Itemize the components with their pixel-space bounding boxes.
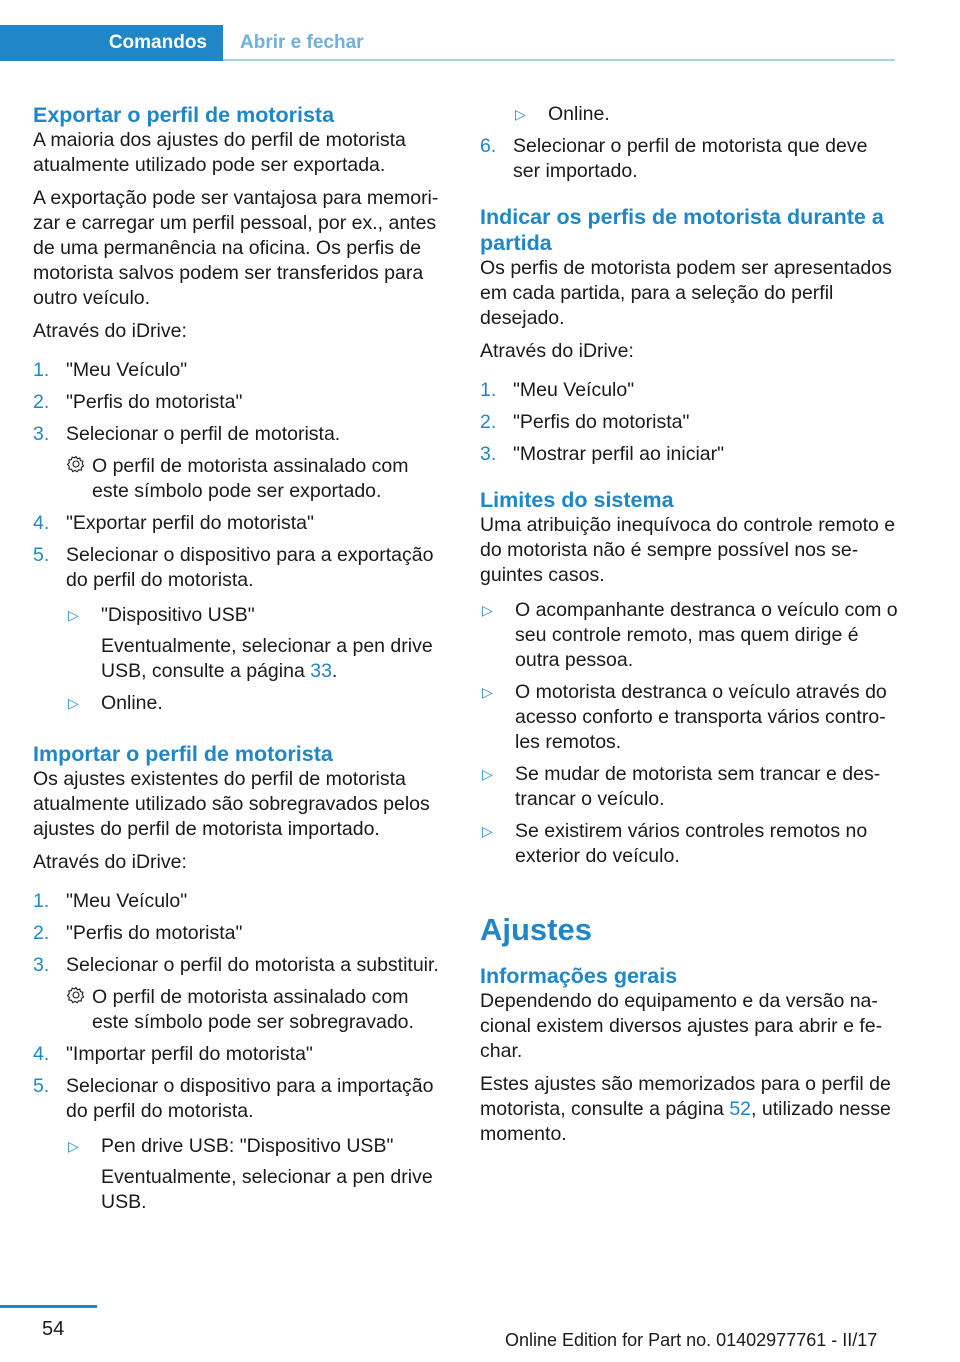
list-item: ▷ Online. — [515, 103, 610, 125]
triangle-bullet-icon: ▷ — [482, 823, 493, 839]
export-heading: Exportar o perfil de motorista — [33, 103, 335, 127]
import-device-options — [66, 1134, 448, 1215]
tab-abrir-e-fechar[interactable]: Abrir e fechar — [240, 32, 364, 53]
export-device-options — [66, 603, 448, 716]
tab-comandos[interactable]: Comandos — [0, 25, 223, 61]
export-note: O perfil de motorista assinalado com este símbolo pode ser exportado. — [66, 454, 448, 504]
limits-cases — [480, 598, 898, 869]
list-item: 3. Selecionar o perfil de motorista. O perfil de motorista assinalado com este símbolo pode ser exportado. — [33, 422, 448, 504]
triangle-bullet-icon: ▷ — [68, 1138, 79, 1154]
list-item: 2. "Perfis do motorista" — [33, 391, 243, 413]
triangle-bullet-icon: ▷ — [482, 766, 493, 782]
indicate-heading: Indicar os perfis de motorista durante a partida — [480, 205, 884, 255]
list-item: 3. "Mostrar perfil ao iniciar" — [480, 443, 725, 465]
indicate-steps — [480, 378, 898, 467]
header-divider — [223, 59, 895, 61]
page-link-33[interactable]: 33 — [310, 660, 332, 682]
list-item: 5. Selecionar o dispositivo para a importação do perfil do motorista. ▷ Pen drive USB: "Dispositivo USB" Eventualmente, selecionar a pen drive USB. — [33, 1074, 448, 1222]
list-item: 4. "Exportar perfil do motorista" — [33, 512, 314, 534]
import-steps-cont — [480, 134, 898, 184]
list-item: 3. Selecionar o perfil do motorista a substituir. O perfil de motorista assinalado com este símbolo pode ser sobregravado. — [33, 953, 448, 1035]
right-column — [480, 102, 898, 1155]
triangle-bullet-icon: ▷ — [68, 695, 79, 711]
list-item: 2. "Perfis do motorista" — [480, 411, 690, 433]
export-via: Através do iDrive: — [33, 320, 187, 342]
triangle-bullet-icon: ▷ — [482, 684, 493, 700]
list-item: ▷ Online. — [68, 692, 163, 714]
page-link-52[interactable]: 52 — [729, 1098, 752, 1120]
footer-divider — [0, 1305, 97, 1308]
limits-heading: Limites do sistema — [480, 488, 674, 512]
list-item: ▷ O acompanhante destranca o veículo com o seu controle remoto, mas quem dirige é outra pessoa. — [482, 599, 898, 671]
triangle-bullet-icon: ▷ — [68, 607, 79, 623]
list-item: ▷ Se existirem vários controles remotos no exterior do veículo. — [482, 820, 868, 867]
list-item: 5. Selecionar o dispositivo para a exportação do perfil do motorista. ▷ "Dispositivo USB" Eventualmente, selecionar a pen drive USB, consulte a página 33. ▷ Online. — [33, 543, 448, 723]
indicate-via: Através do iDrive: — [480, 340, 634, 362]
indicate-paragraph-1: Os perfis de motorista podem ser apresentados em cada partida, para a seleção do perfil desejado. — [480, 257, 892, 329]
limits-paragraph-1: Uma atribuição inequívoca do controle remoto e do motorista não é sempre possível nos seguintes casos. — [480, 514, 896, 586]
triangle-bullet-icon: ▷ — [482, 602, 493, 618]
import-steps — [33, 889, 448, 1222]
list-item: 4. "Importar perfil do motorista" — [33, 1043, 313, 1065]
general-info-heading: Informações gerais — [480, 964, 678, 988]
import-note: O perfil de motorista assinalado com este símbolo pode ser sobregravado. — [66, 985, 448, 1035]
list-item: ▷ Pen drive USB: "Dispositivo USB" Eventualmente, selecionar a pen drive USB. — [68, 1135, 433, 1213]
left-column — [33, 102, 448, 1229]
list-item: 2. "Perfis do motorista" — [33, 922, 243, 944]
export-paragraph-1: A maioria dos ajustes do perfil de motorista atualmente utilizado pode ser exportada. — [33, 129, 406, 176]
page-header — [0, 25, 895, 61]
list-item: 1. "Meu Veículo" — [480, 379, 635, 401]
list-item: ▷ O motorista destranca o veículo através do acesso conforto e transporta vários controles remotos. — [482, 681, 887, 753]
export-steps — [33, 358, 448, 723]
list-item: ▷ "Dispositivo USB" Eventualmente, selecionar a pen drive USB, consulte a página 33. — [68, 604, 433, 682]
import-heading: Importar o perfil de motorista — [33, 742, 333, 766]
list-item: ▷ Se mudar de motorista sem trancar e destrancar o veículo. — [482, 763, 881, 810]
list-item: 1. "Meu Veículo" — [33, 890, 188, 912]
import-via: Através do iDrive: — [33, 851, 187, 873]
edition-footer: Online Edition for Part no. 01402977761 - II/17 — [505, 1330, 878, 1350]
page-number: 54 — [42, 1318, 65, 1340]
import-paragraph-1: Os ajustes existentes do perfil de motorista atualmente utilizado são sobregravados pelos ajustes do perfil de motorista importado. — [33, 768, 430, 840]
gear-icon — [66, 985, 92, 1035]
import-device-options-cont — [480, 102, 898, 127]
export-paragraph-2: A exportação pode ser vantajosa para memorizar e carregar um perfil pessoal, por ex., antes de uma permanência na oficina. Os perfis de motorista salvos podem ser transferidos para outro veículo. — [33, 187, 439, 309]
list-item: 1. "Meu Veículo" — [33, 359, 188, 381]
list-item: 6. Selecionar o perfil de motorista que deve ser importado. — [480, 135, 868, 182]
settings-paragraph-2: Estes ajustes são memorizados para o perfil de motorista, consulte a página 52, utilizado nesse momento. — [480, 1073, 891, 1145]
settings-title: Ajustes — [480, 912, 592, 947]
triangle-bullet-icon: ▷ — [515, 106, 526, 122]
gear-icon — [66, 454, 92, 504]
settings-paragraph-1: Dependendo do equipamento e da versão nacional existem diversos ajustes para abrir e fechar. — [480, 990, 883, 1062]
